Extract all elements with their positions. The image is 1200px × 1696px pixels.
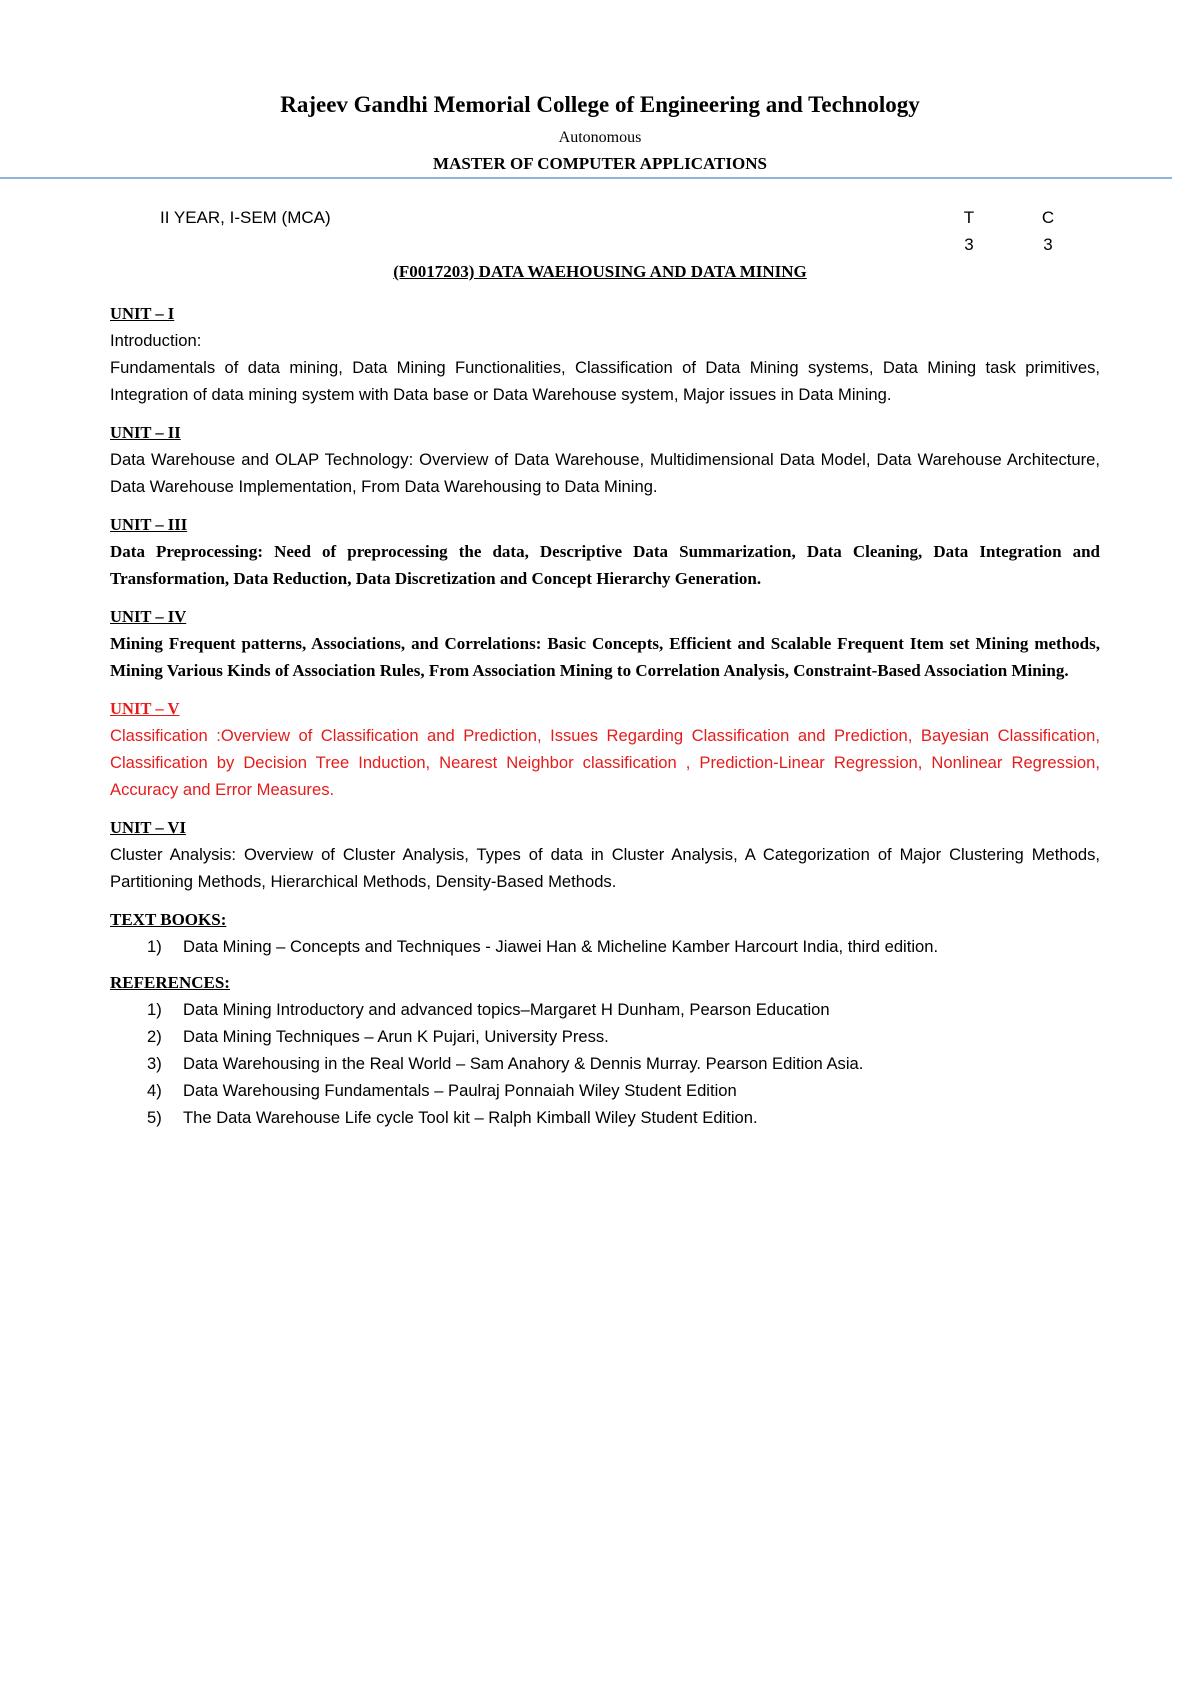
unit-heading: UNIT – V [110,699,180,718]
references-heading: REFERENCES: [110,973,230,992]
book-citation: Data Mining – Concepts and Techniques - Jiawei Han & Micheline Kamber Harcourt India, third edition. [183,937,939,956]
unit-heading: UNIT – III [110,515,188,534]
list-number: 4) [147,1081,162,1100]
list-item [110,996,1100,1023]
theory-label: T [963,208,975,227]
unit-topics: Data Preprocessing: Need of preprocessing the data, Descriptive Data Summarization, Data Cleaning, Data Integration and Transformation, Data Reduction, Data Discretization and Concept Hierarchy Generation. [110,542,1100,588]
unit-topics: Cluster Analysis: Overview of Cluster Analysis, Types of data in Cluster Analysis, A Categorization of Major Clustering Methods, Partitioning Methods, Hierarchical Methods, Density-Based Methods. [110,845,1100,891]
references-list [110,996,1100,1131]
unit-heading: UNIT – IV [110,607,187,626]
list-number: 1) [147,1000,162,1019]
reference-citation: The Data Warehouse Life cycle Tool kit – Ralph Kimball Wiley Student Edition. [183,1108,758,1127]
unit-topics: Classification :Overview of Classification and Prediction, Issues Regarding Classification and Prediction, Bayesian Classification, Classification by Decision Tree Induction, Nearest Neighbor classification , Prediction-Linear Regression, Nonlinear Regression, Accuracy and Error Measures. [110,726,1100,799]
syllabus-content [110,300,1100,1140]
list-item [110,1077,1100,1104]
unit-1 [110,300,1100,408]
unit-5 [110,695,1100,803]
unit-3 [110,511,1100,592]
unit-heading: UNIT – VI [110,818,186,837]
list-item [110,1104,1100,1131]
list-number: 3) [147,1054,162,1073]
list-item [110,1050,1100,1077]
program-name: MASTER OF COMPUTER APPLICATIONS [433,154,767,173]
unit-heading: UNIT – II [110,423,181,442]
reference-citation: Data Mining Techniques – Arun K Pujari, University Press. [183,1027,609,1046]
credits-label: C [1041,208,1055,227]
theory-value: 3 [964,235,974,254]
unit-subheading: Introduction: [110,331,202,350]
year-semester: II YEAR, I-SEM (MCA) [160,208,331,227]
college-name: Rajeev Gandhi Memorial College of Engineering and Technology [280,92,920,117]
reference-citation: Data Warehousing in the Real World – Sam Anahory & Dennis Murray. Pearson Edition Asia. [183,1054,864,1073]
college-status: Autonomous [558,129,642,146]
credits-value: 3 [1043,235,1053,254]
list-number: 5) [147,1108,162,1127]
header-divider [0,177,1172,179]
reference-citation: Data Mining Introductory and advanced topics–Margaret H Dunham, Pearson Education [183,1000,830,1019]
unit-6 [110,814,1100,895]
list-number: 1) [147,937,162,956]
course-title: (F0017203) DATA WAEHOUSING AND DATA MINING [393,262,807,281]
list-number: 2) [147,1027,162,1046]
unit-4 [110,603,1100,684]
list-item [110,933,1100,960]
text-books-list [110,933,1100,960]
unit-heading: UNIT – I [110,304,175,323]
unit-topics: Fundamentals of data mining, Data Mining Functionalities, Classification of Data Mining systems, Data Mining task primitives, Integration of data mining system with Data base or Data Warehouse system, Major issues in Data Mining. [110,358,1100,404]
unit-topics: Data Warehouse and OLAP Technology: Overview of Data Warehouse, Multidimensional Data Model, Data Warehouse Architecture, Data Warehouse Implementation, From Data Warehousing to Data Mining. [110,450,1100,496]
list-item [110,1023,1100,1050]
unit-2 [110,419,1100,500]
reference-citation: Data Warehousing Fundamentals – Paulraj Ponnaiah Wiley Student Edition [183,1081,737,1100]
unit-topics: Mining Frequent patterns, Associations, and Correlations: Basic Concepts, Efficient and Scalable Frequent Item set Mining methods, Mining Various Kinds of Association Rules, From Association Mining to Correlation Analysis, Constraint-Based Association Mining. [110,634,1100,680]
text-books-heading: TEXT BOOKS: [110,910,227,929]
